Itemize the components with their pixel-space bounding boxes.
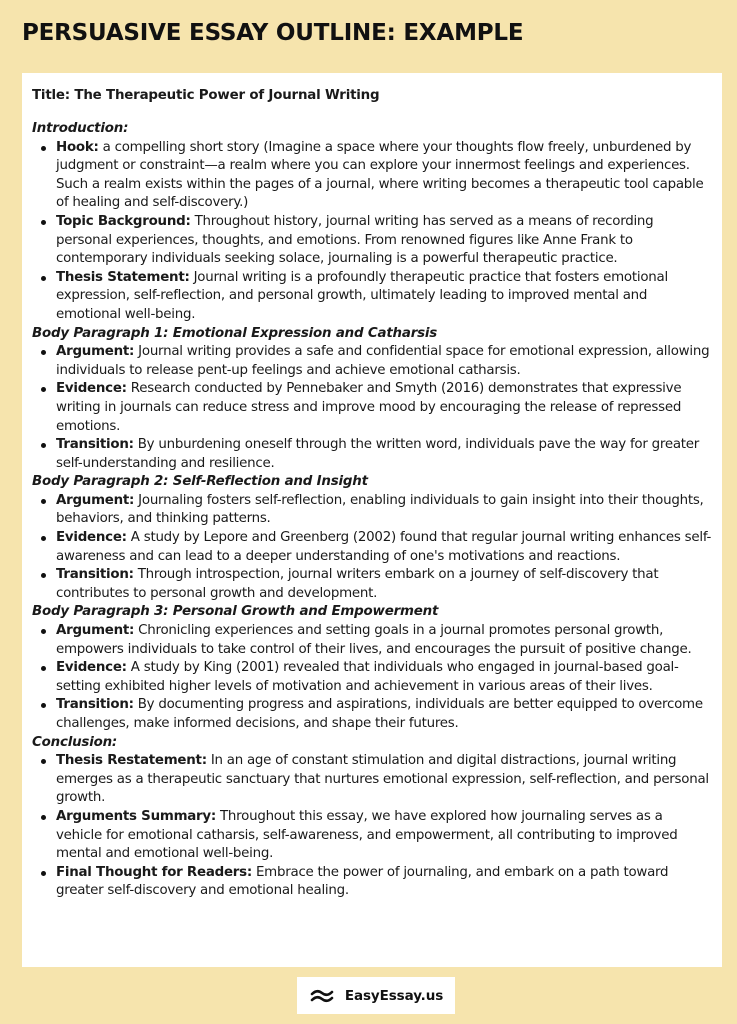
section-introduction	[32, 120, 712, 325]
list-item	[56, 864, 712, 901]
list-item	[56, 659, 712, 696]
essay-title: Title: The Therapeutic Power of Journal Writing	[32, 88, 380, 103]
list-item	[56, 566, 712, 603]
list-item	[56, 269, 712, 325]
brand-name: EasyEssay.us	[344, 987, 444, 1004]
section-heading: Body Paragraph 3: Personal Growth and Empowerment	[32, 604, 439, 620]
item-label: Evidence:	[56, 530, 127, 546]
item-text: Journal writing provides a safe and confidential space for emotional expression, allowing individuals to release pent-up feelings and achieve emotional catharsis.	[56, 344, 710, 378]
item-text: Through introspection, journal writers embark on a journey of self-discovery that contributes to personal growth and development.	[56, 567, 659, 601]
section-list	[32, 139, 712, 325]
item-label: Evidence:	[56, 381, 127, 397]
item-label: Argument:	[56, 344, 135, 360]
item-label: Arguments Summary:	[56, 808, 216, 824]
section-conclusion	[32, 734, 712, 901]
section-body-paragraph-3	[32, 603, 712, 733]
item-text: Throughout history, journal writing has served as a means of recording personal experiences, thoughts, and emotions. From renowned figures like Anne Frank to contemporary individuals seeking solace, journaling is a powerful therapeutic practice.	[56, 213, 654, 267]
item-label: Thesis Statement:	[56, 269, 190, 285]
section-heading: Conclusion:	[32, 734, 118, 750]
list-item	[56, 343, 712, 380]
essay-outline-card	[22, 73, 722, 967]
item-text: Research conducted by Pennebaker and Smyth (2016) demonstrates that expressive writing in journals can reduce stress and improve mood by encouraging the release of repressed emotions.	[56, 381, 682, 434]
item-text: Embrace the power of journaling, and embark on a path toward greater self-discovery and emotional healing.	[56, 864, 669, 899]
item-text: By documenting progress and aspirations, individuals are better equipped to overcome challenges, make informed decisions, and shape their futures.	[56, 697, 703, 731]
section-list	[32, 343, 712, 473]
item-text: A study by King (2001) revealed that individuals who engaged in journal-based goal-setting exhibited higher levels of motivation and achievement in various areas of their lives.	[56, 660, 679, 694]
list-item	[56, 752, 712, 808]
brand-footer[interactable]	[297, 977, 455, 1014]
item-label: Evidence:	[56, 660, 127, 676]
item-label: Final Thought for Readers:	[56, 864, 252, 880]
list-item	[56, 492, 712, 529]
page-title: PERSUASIVE ESSAY OUTLINE: EXAMPLE	[22, 20, 524, 46]
item-text: a compelling short story (Imagine a space where your thoughts flow freely, unburdened by judgment or constraint—a realm where you can explore your innermost feelings and experiences. Such a realm exists within the pages of a journal, where writing becomes a therapeutic tool capable of healing and self-discovery.)	[56, 139, 704, 211]
item-text: Journaling fosters self-reflection, enabling individuals to gain insight into their thoughts, behaviors, and thinking patterns.	[56, 492, 704, 527]
item-text: By unburdening oneself through the written word, individuals pave the way for greater self-understanding and resilience.	[56, 437, 700, 471]
item-label: Argument:	[56, 492, 135, 508]
item-text: Chronicling experiences and setting goals in a journal promotes personal growth, empowers individuals to take control of their lives, and encourages the pursuit of positive change.	[56, 623, 692, 657]
item-label: Transition:	[56, 567, 134, 583]
item-label: Transition:	[56, 697, 134, 713]
item-label: Topic Background:	[56, 213, 191, 229]
list-item	[56, 436, 712, 473]
easyessay-logo-icon	[309, 988, 337, 1004]
item-text: In an age of constant stimulation and digital distractions, journal writing emerges as a therapeutic sanctuary that nurtures emotional expression, self-reflection, and personal growth.	[56, 753, 709, 806]
list-item	[56, 529, 712, 566]
section-body-paragraph-1	[32, 325, 712, 474]
item-text: A study by Lepore and Greenberg (2002) found that regular journal writing enhances self-awareness and can lead to a deeper understanding of one's motivations and reactions.	[56, 530, 712, 564]
item-text: Journal writing is a profoundly therapeutic practice that fosters emotional expression, self-reflection, and personal growth, ultimately leading to improved mental and emotional well-being.	[56, 269, 668, 322]
item-label: Hook:	[56, 139, 99, 155]
item-text: Throughout this essay, we have explored how journaling serves as a vehicle for emotional catharsis, self-awareness, and empowerment, all contributing to improved mental and emotional well-being.	[56, 808, 678, 862]
list-item	[56, 808, 712, 864]
section-list	[32, 622, 712, 734]
item-label: Argument:	[56, 623, 135, 639]
section-body-paragraph-2	[32, 473, 712, 603]
section-list	[32, 492, 712, 604]
item-label: Transition:	[56, 437, 134, 453]
list-item	[56, 380, 712, 436]
section-heading: Introduction:	[32, 121, 129, 136]
section-heading: Body Paragraph 1: Emotional Expression and Catharsis	[32, 325, 438, 341]
section-heading: Body Paragraph 2: Self-Reflection and Insight	[32, 474, 368, 490]
section-list	[32, 752, 712, 901]
item-label: Thesis Restatement:	[56, 753, 207, 769]
list-item	[56, 139, 712, 213]
list-item	[56, 622, 712, 659]
list-item	[56, 213, 712, 269]
list-item	[56, 696, 712, 733]
